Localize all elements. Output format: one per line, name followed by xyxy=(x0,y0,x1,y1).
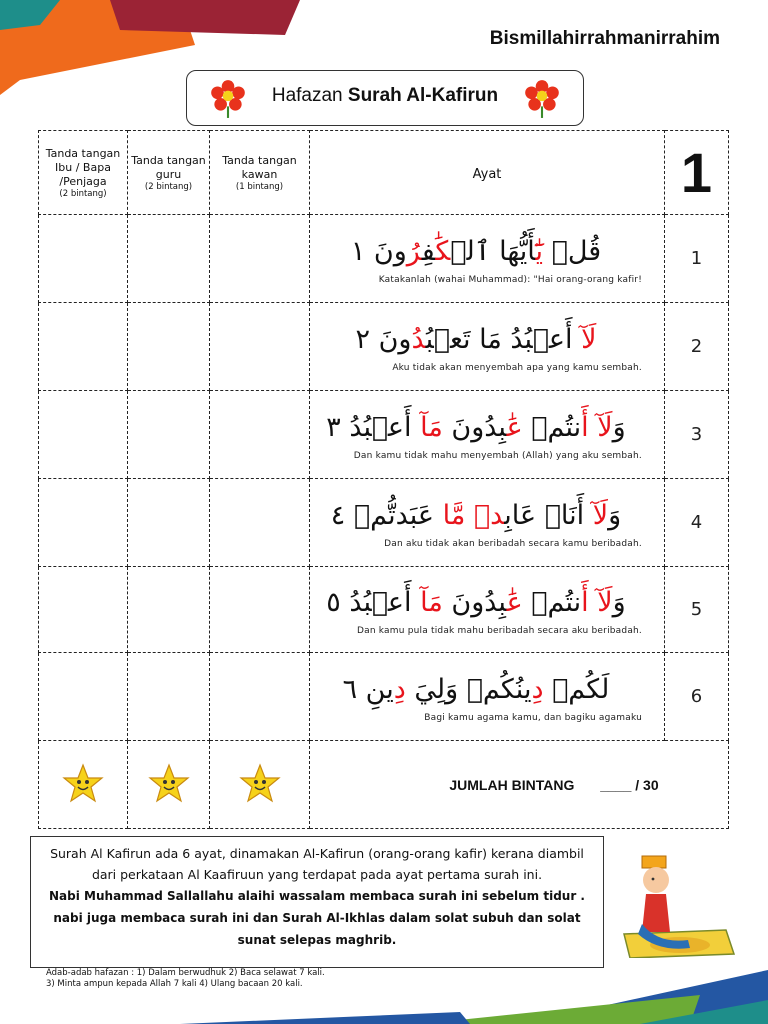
signature-cell-kawan[interactable] xyxy=(210,479,310,567)
adab-hafazan-note: Adab-adab hafazan : 1) Dalam berwudhuk 2) Baca selawat 7 kali. 3) Minta ampun kepada Allah 7 kali 4) Ulang bacaan 20 kali. xyxy=(46,968,325,989)
ayat-number: 1 xyxy=(665,215,729,303)
praying-boy-illustration xyxy=(618,854,736,958)
ayat-cell xyxy=(310,567,665,653)
signature-cell-ibu[interactable] xyxy=(39,303,128,391)
signature-cell-kawan[interactable] xyxy=(210,653,310,741)
ayat-arabic: وَلَآ أَنَا۠ عَابِدٞ مَّا عَبَدتُّمۡ ٤ xyxy=(330,500,622,531)
signature-cell-ibu[interactable] xyxy=(39,653,128,741)
info-description: Surah Al Kafirun ada 6 ayat, dinamakan Al-Kafirun (orang-orang kafir) kerana diambil dari perkataan Al Kaafiruun yang terdapat pada ayat pertama surah ini. xyxy=(50,846,584,882)
signature-cell-guru[interactable] xyxy=(128,479,210,567)
table-row xyxy=(39,479,729,567)
smiley-star-icon xyxy=(239,763,281,803)
col-header-ayat: Ayat xyxy=(310,131,665,215)
table-row xyxy=(39,653,729,741)
ayat-cell xyxy=(310,653,665,741)
star-cell-guru xyxy=(128,741,210,829)
signature-cell-kawan[interactable] xyxy=(210,303,310,391)
ayat-cell xyxy=(310,303,665,391)
ayat-number: 3 xyxy=(665,391,729,479)
ayat-number: 2 xyxy=(665,303,729,391)
ayat-translation: Dan kamu tidak mahu menyembah (Allah) yang aku sembah. xyxy=(353,451,642,461)
bismillah-heading: Bismillahirrahmanirrahim xyxy=(489,28,720,49)
signature-cell-kawan[interactable] xyxy=(210,215,310,303)
signature-cell-kawan[interactable] xyxy=(210,391,310,479)
signature-cell-ibu[interactable] xyxy=(39,479,128,567)
ayat-translation: Dan aku tidak akan beribadah secara kamu beribadah. xyxy=(384,539,642,549)
jumlah-row xyxy=(39,741,729,829)
ayat-cell xyxy=(310,479,665,567)
signature-cell-ibu[interactable] xyxy=(39,391,128,479)
jumlah-score-field[interactable]: ____ / 30 xyxy=(600,776,659,793)
signature-cell-ibu[interactable] xyxy=(39,215,128,303)
flower-icon xyxy=(521,77,563,119)
signature-cell-guru[interactable] xyxy=(128,215,210,303)
col-header-guru: Tanda tangan guru (2 bintang) xyxy=(128,131,210,215)
ayat-arabic: وَلَآ أَنتُمۡ عَٰبِدُونَ مَآ أَعۡبُدُ ٥ xyxy=(326,587,626,618)
ayat-arabic: قُلۡ يَٰٓأَيُّهَا ٱلۡكَٰفِرُونَ ١ xyxy=(350,236,602,267)
ayat-translation: Dan kamu pula tidak mahu beribadah secara aku beribadah. xyxy=(356,626,642,636)
table-header-row xyxy=(39,131,729,215)
info-hadith-note: Nabi Muhammad Sallallahu alaihi wassalam membaca surah ini sebelum tidur . nabi juga membaca surah ini dan Surah Al-Ikhlas dalam solat subuh dan solat sunat selepas maghrib. xyxy=(49,889,585,947)
page-title: Hafazan Surah Al-Kafirun xyxy=(271,85,499,106)
jumlah-label: JUMLAH BINTANG xyxy=(449,776,575,793)
table-row xyxy=(39,215,729,303)
smiley-star-icon xyxy=(62,763,104,803)
signature-cell-ibu[interactable] xyxy=(39,567,128,653)
ayat-arabic: وَلَآ أَنتُمۡ عَٰبِدُونَ مَآ أَعۡبُدُ ٣ xyxy=(326,412,626,443)
table-row xyxy=(39,391,729,479)
signature-cell-guru[interactable] xyxy=(128,653,210,741)
ayat-arabic: لَآ أَعۡبُدُ مَا تَعۡبُدُونَ ٢ xyxy=(355,324,597,355)
star-cell-kawan xyxy=(210,741,310,829)
ayat-translation: Bagi kamu agama kamu, dan bagiku agamaku xyxy=(424,713,642,723)
ayat-translation: Katakanlah (wahai Muhammad): "Hai orang-orang kafir! xyxy=(378,275,642,285)
ayat-translation: Aku tidak akan menyembah apa yang kamu sembah. xyxy=(392,363,642,373)
table-row xyxy=(39,567,729,653)
info-box xyxy=(30,836,604,968)
ayat-cell xyxy=(310,215,665,303)
hafazan-table xyxy=(38,130,729,829)
smiley-star-icon xyxy=(148,763,190,803)
ayat-number: 6 xyxy=(665,653,729,741)
signature-cell-guru[interactable] xyxy=(128,303,210,391)
signature-cell-guru[interactable] xyxy=(128,567,210,653)
signature-cell-guru[interactable] xyxy=(128,391,210,479)
ayat-arabic: لَكُمۡ دِينُكُمۡ وَلِيَ دِينِ ٦ xyxy=(342,674,610,705)
col-header-ibu: Tanda tangan Ibu / Bapa /Penjaga (2 bintang) xyxy=(39,131,128,215)
ayat-number: 5 xyxy=(665,567,729,653)
table-row xyxy=(39,303,729,391)
col-header-kawan: Tanda tangan kawan (1 bintang) xyxy=(210,131,310,215)
ayat-cell xyxy=(310,391,665,479)
title-box xyxy=(186,70,584,126)
signature-cell-kawan[interactable] xyxy=(210,567,310,653)
ayat-number: 4 xyxy=(665,479,729,567)
jumlah-cell xyxy=(310,741,729,829)
week-number: 1 xyxy=(665,131,729,215)
star-cell-ibu xyxy=(39,741,128,829)
